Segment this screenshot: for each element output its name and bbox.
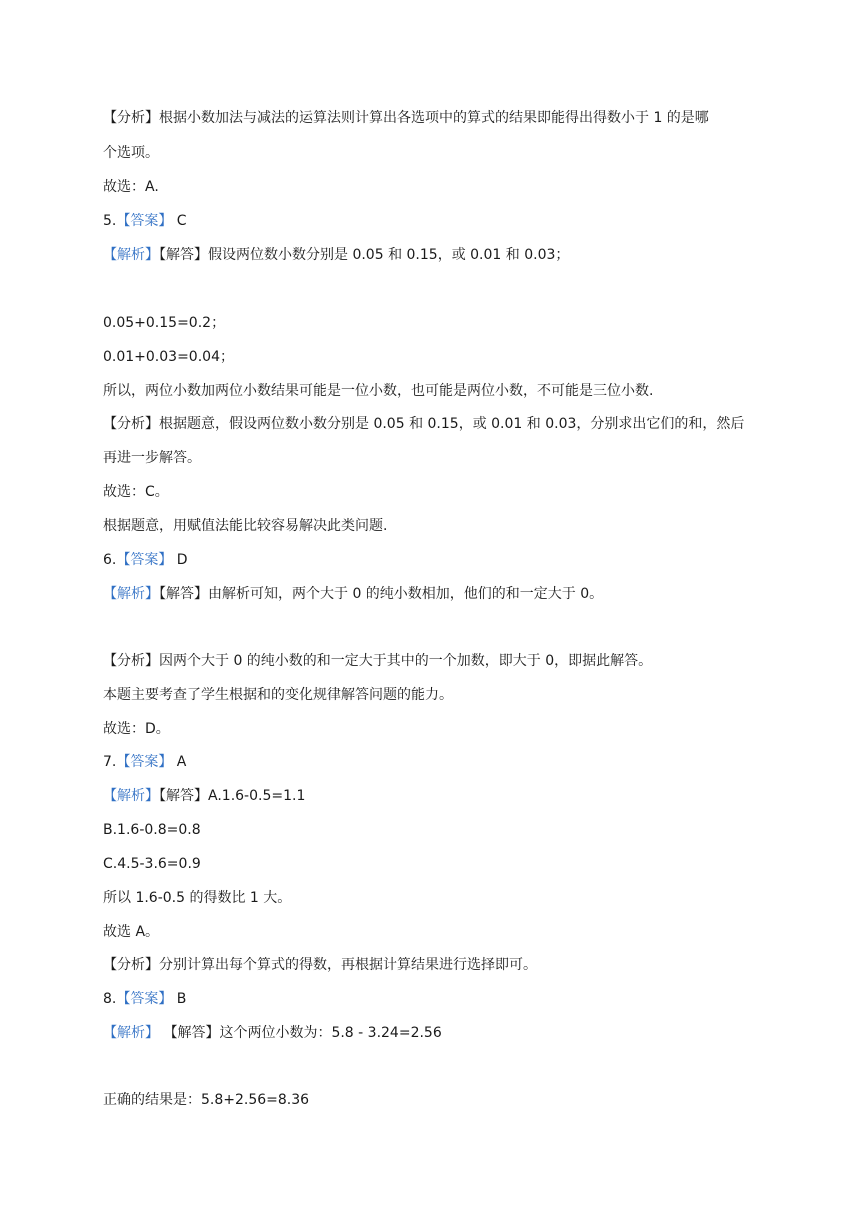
text-line: 所以 1.6-0.5 的得数比 1 大。 — [103, 890, 292, 906]
conclusion-line: 故选：C。 — [103, 484, 169, 500]
solution-line — [103, 1023, 760, 1043]
solution-tag: 【解析】 — [103, 1025, 159, 1041]
solution-tag: 【解析】 — [103, 586, 159, 602]
solution-text: 【解答】由解析可知，两个大于 0 的纯小数相加，他们的和一定大于 0。 — [159, 586, 604, 602]
solution-line — [103, 245, 760, 265]
answer-value: B — [172, 991, 187, 1007]
conclusion-line: 故选 A。 — [103, 924, 160, 940]
answer-value: A — [172, 754, 187, 770]
answer-tag: 【答案】 — [116, 991, 173, 1007]
conclusion-line: 故选：D。 — [103, 721, 170, 737]
analysis-line: 【分析】根据题意，假设两位数小数分别是 0.05 和 0.15，或 0.01 和 0.03，分别求出它们的和，然后 — [103, 416, 745, 432]
text-line: 本题主要考查了学生根据和的变化规律解答问题的能力。 — [103, 687, 453, 703]
question-number: 8. — [103, 991, 117, 1007]
question-number: 6. — [103, 552, 117, 568]
solution-line — [103, 786, 760, 806]
question-number: 7. — [103, 754, 117, 770]
question-5-answer — [103, 211, 760, 231]
solution-line — [103, 584, 760, 604]
answer-tag: 【答案】 — [116, 552, 173, 568]
text-line: 所以，两位小数加两位小数结果可能是一位小数，也可能是两位小数，不可能是三位小数. — [103, 383, 654, 399]
calc-line: C.4.5-3.6=0.9 — [103, 856, 201, 872]
solution-text: 【解答】这个两位小数为：5.8 - 3.24=2.56 — [159, 1025, 442, 1041]
solution-tag: 【解析】 — [103, 788, 159, 804]
analysis-line: 【分析】因两个大于 0 的纯小数的和一定大于其中的一个加数，即大于 0，即据此解答。 — [103, 653, 653, 669]
text-line: 正确的结果是：5.8+2.56=8.36 — [103, 1092, 310, 1108]
question-6-answer — [103, 550, 760, 570]
question-8-answer — [103, 989, 760, 1009]
conclusion-line: 故选：A. — [103, 179, 159, 195]
solution-tag: 【解析】 — [103, 247, 159, 263]
solution-text: 【解答】A.1.6-0.5=1.1 — [159, 788, 306, 804]
question-7-answer — [103, 752, 760, 772]
analysis-line: 【分析】分别计算出每个算式的得数，再根据计算结果进行选择即可。 — [103, 957, 537, 973]
calc-line: 0.01+0.03=0.04； — [103, 349, 234, 365]
answer-tag: 【答案】 — [116, 213, 173, 229]
text-line: 再进一步解答。 — [103, 450, 201, 466]
answer-value: C — [172, 213, 187, 229]
answer-value: D — [172, 552, 188, 568]
analysis-line: 【分析】根据小数加法与减法的运算法则计算出各选项中的算式的结果即能得出得数小于 1 的是哪 — [103, 110, 709, 126]
solution-text: 【解答】假设两位数小数分别是 0.05 和 0.15，或 0.01 和 0.03； — [159, 247, 570, 263]
text-line: 根据题意，用赋值法能比较容易解决此类问题. — [103, 518, 388, 534]
question-number: 5. — [103, 213, 117, 229]
calc-line: 0.05+0.15=0.2； — [103, 315, 226, 331]
text-line: 个选项。 — [103, 145, 159, 161]
calc-line: B.1.6-0.8=0.8 — [103, 822, 201, 838]
answer-tag: 【答案】 — [116, 754, 173, 770]
